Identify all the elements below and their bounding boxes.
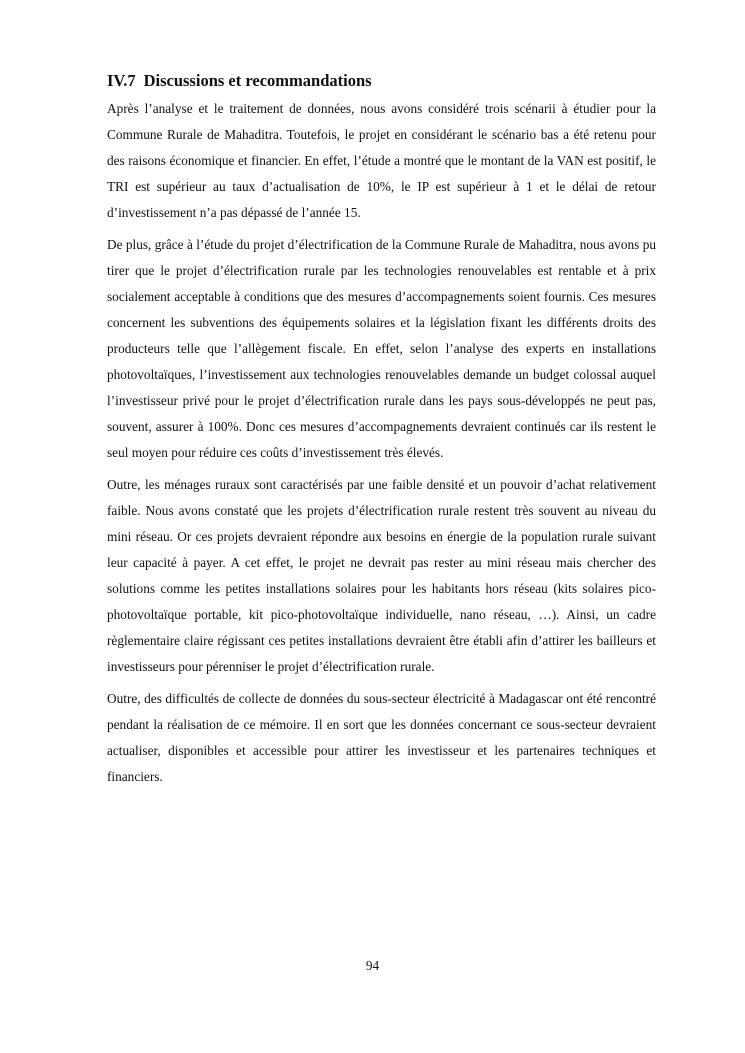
paragraph-1: Après l’analyse et le traitement de données, nous avons considéré trois scénarii à étudier pour la Commune Rurale de Mahaditra. Toutefois, le projet en considérant le scénario bas a été retenu pour des raisons économique et financier. En effet, l’étude a montré que le montant de la VAN est positif, le TRI est supérieur au taux d’actualisation de 10%, le IP est supérieur à 1 et le délai de retour d’investissement n’a pas dépassé de l’année 15.: [107, 101, 656, 220]
page-number: 94: [365, 958, 380, 973]
section-heading: [107, 70, 656, 92]
paragraph-2: De plus, grâce à l’étude du projet d’électrification de la Commune Rurale de Mahaditra, nous avons pu tirer que le projet d’électrification rurale par les technologies renouvelables est rentable et à prix socialement acceptable à conditions que des mesures d’accompagnements soient fournis. Ces mesures concernent les subventions des équipements solaires et la législation fixant les différents droits des producteurs telle que l’allègement fiscale. En effet, selon l’analyse des experts en installations photovoltaïques, l’investissement aux technologies renouvelables demande un budget colossal auquel l’investisseur privé pour le projet d’électrification rurale dans les pays sous-développés ne peut pas, souvent, assurer à 100%. Donc ces mesures d’accompagnements devraient continués car ils restent le seul moyen pour réduire ces coûts d’investissement très élevés.: [107, 237, 656, 460]
document-page: [107, 70, 656, 796]
paragraph-3: Outre, les ménages ruraux sont caractérisés par une faible densité et un pouvoir d’achat relativement faible. Nous avons constaté que les projets d’électrification rurale restent très souvent au niveau du mini réseau. Or ces projets devraient répondre aux besoins en énergie de la population rurale suivant leur capacité à payer. A cet effet, le projet ne devrait pas rester au mini réseau mais chercher des solutions comme les petites installations solaires pour les habitants hors réseau (kits solaires pico-photovoltaïque portable, kit pico-photovoltaïque individuelle, nano réseau, …). Ainsi, un cadre règlementaire claire régissant ces petites installations devraient être établi afin d’attirer les bailleurs et investisseurs pour pérenniser le projet d’électrification rurale.: [107, 477, 656, 674]
section-number: IV.7: [107, 71, 136, 90]
paragraph-4: Outre, des difficultés de collecte de données du sous-secteur électricité à Madagascar ont été rencontré pendant la réalisation de ce mémoire. Il en sort que les données concernant ce sous-secteur devraient actualiser, disponibles et accessible pour attirer les investisseur et les partenaires techniques et financiers.: [107, 691, 656, 784]
section-title: Discussions et recommandations: [143, 71, 372, 90]
